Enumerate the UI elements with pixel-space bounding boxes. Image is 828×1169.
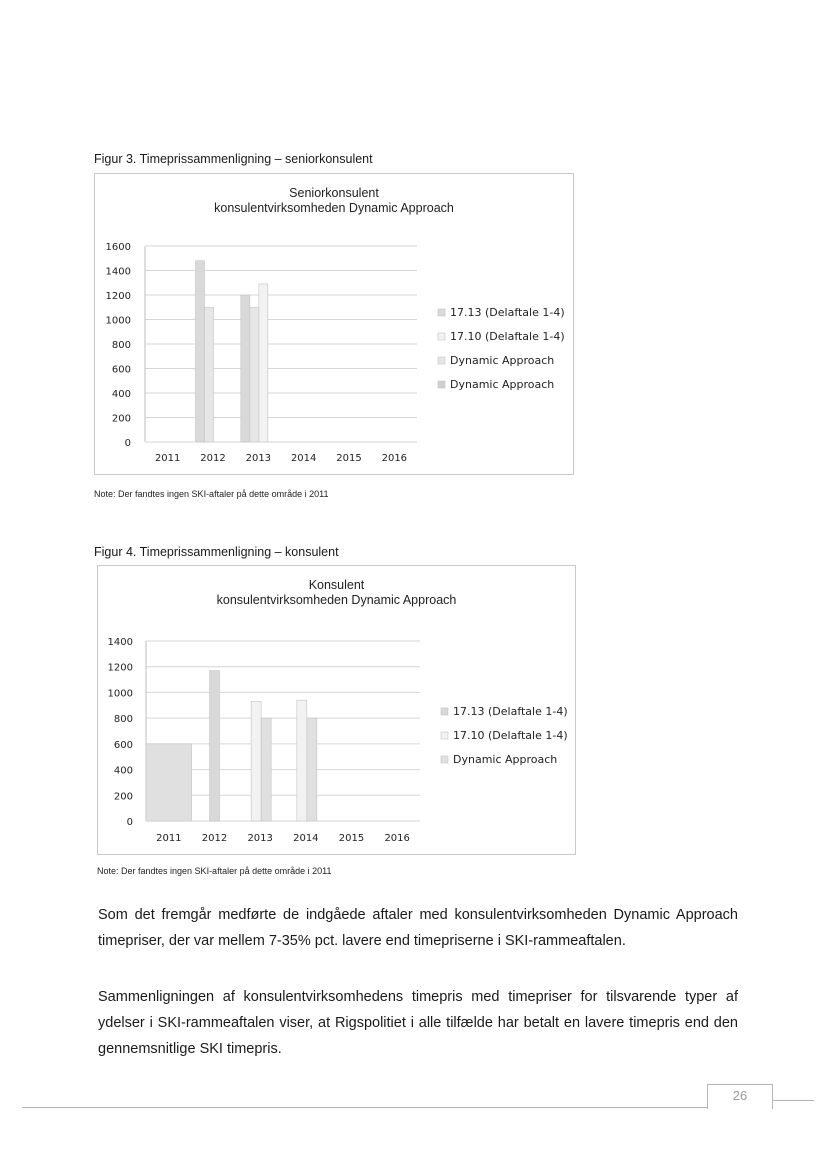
y-tick-label: 1000 <box>105 315 131 327</box>
y-tick-label: 200 <box>113 791 133 803</box>
chart1-title-line1: Seniorkonsulent <box>289 186 379 200</box>
y-tick-label: 1000 <box>107 688 133 700</box>
x-tick-label: 2013 <box>245 453 272 464</box>
legend-label: Dynamic Approach <box>450 354 555 367</box>
legend-swatch <box>438 357 445 364</box>
y-tick-label: 0 <box>126 817 133 828</box>
bar-17-10-delaftale-1-4- <box>259 284 268 442</box>
y-tick-label: 1400 <box>105 266 131 278</box>
bar-17-10-delaftale-1-4- <box>297 700 307 821</box>
figure3-caption: Figur 3. Timeprissammenligning – seniorkonsulent <box>94 152 373 166</box>
y-tick-label: 400 <box>113 765 133 777</box>
bar-dynamic-approach <box>205 307 214 442</box>
legend-swatch <box>438 333 445 340</box>
y-tick-label: 0 <box>124 438 131 449</box>
bar-dynamic-approach <box>250 307 259 442</box>
y-tick-label: 600 <box>111 364 131 376</box>
legend-swatch <box>438 381 445 388</box>
y-tick-label: 800 <box>113 714 133 726</box>
y-tick-label: 1600 <box>105 242 131 253</box>
legend-swatch <box>441 708 448 715</box>
chart-konsulent <box>97 565 576 855</box>
bar-17-10-delaftale-1-4- <box>251 701 261 821</box>
legend-swatch <box>441 732 448 739</box>
x-tick-label: 2015 <box>336 453 362 464</box>
bar-dynamic-approach <box>146 744 192 821</box>
y-tick-label: 800 <box>111 340 131 351</box>
y-tick-label: 1400 <box>107 637 133 648</box>
legend-label: Dynamic Approach <box>453 753 558 766</box>
y-tick-label: 1200 <box>105 291 131 302</box>
legend-swatch <box>441 756 448 763</box>
x-tick-label: 2016 <box>381 453 408 464</box>
x-tick-label: 2012 <box>200 453 226 464</box>
page-number: 26 <box>707 1084 773 1109</box>
x-tick-label: 2012 <box>201 833 228 844</box>
x-tick-label: 2011 <box>154 453 181 464</box>
legend-label: Dynamic Approach <box>450 378 555 391</box>
legend-label: 17.10 (Delaftale 1-4) <box>453 729 568 742</box>
bar-17-13-delaftale-1-4- <box>196 261 205 442</box>
chart2-plot <box>98 566 575 854</box>
bar-17-13-delaftale-1-4- <box>241 295 250 442</box>
legend-label: 17.10 (Delaftale 1-4) <box>450 330 565 343</box>
x-tick-label: 2013 <box>247 833 273 844</box>
x-tick-label: 2015 <box>338 833 365 844</box>
figure4-note: Note: Der fandtes ingen SKI-aftaler på dette område i 2011 <box>97 866 332 876</box>
legend-label: 17.13 (Delaftale 1-4) <box>450 306 565 319</box>
chart2-title-line2: konsulentvirksomheden Dynamic Approach <box>216 593 457 607</box>
x-tick-label: 2014 <box>290 453 317 464</box>
bar-17-13-delaftale-1-4- <box>210 671 220 821</box>
footer-rule-left <box>22 1107 708 1108</box>
chart1-plot <box>95 174 573 474</box>
figure4-caption: Figur 4. Timeprissammenligning – konsulent <box>94 545 339 559</box>
footer-rule-right <box>772 1100 814 1101</box>
bar-dynamic-approach <box>261 718 271 821</box>
chart2-title-line1: Konsulent <box>308 578 365 592</box>
legend-swatch <box>438 309 445 316</box>
y-tick-label: 1200 <box>107 662 133 674</box>
x-tick-label: 2016 <box>384 833 410 844</box>
bar-dynamic-approach <box>307 718 317 821</box>
y-tick-label: 600 <box>113 739 133 751</box>
x-tick-label: 2014 <box>293 833 319 844</box>
chart1-title-line2: konsulentvirksomheden Dynamic Approach <box>214 201 454 215</box>
figure3-note: Note: Der fandtes ingen SKI-aftaler på dette område i 2011 <box>94 489 329 499</box>
y-tick-label: 200 <box>111 413 131 425</box>
legend-label: 17.13 (Delaftale 1-4) <box>453 705 568 718</box>
paragraph-2: Sammenligningen af konsulentvirksomhedens timepris med timepriser for tilsvarende typer af ydelser i SKI-rammeaftalen viser, at Rigspolitiet i alle tilfælde har betalt en lavere timepris end den gennemsnitlige SKI timepris. <box>98 989 738 1057</box>
chart-seniorkonsulent <box>94 173 574 475</box>
x-tick-label: 2011 <box>156 833 182 844</box>
paragraph-1: Som det fremgår medførte de indgåede aftaler med konsulentvirksomheden Dynamic Approach timepriser, der var mellem 7-35% pct. lavere end timepriserne i SKI-rammeaftalen. <box>98 907 738 949</box>
y-tick-label: 400 <box>111 389 131 400</box>
